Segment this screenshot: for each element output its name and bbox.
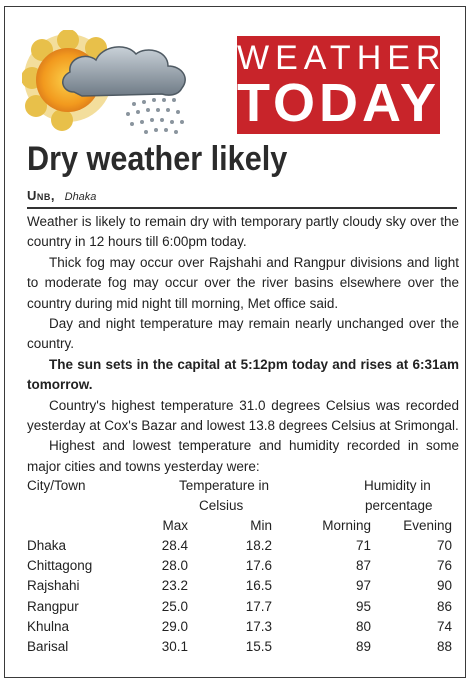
paragraph: Day and night temperature may remain nearly unchanged over the country. [27,316,459,352]
cell-max: 30.1 [161,638,188,654]
header-morning: Morning [322,518,371,533]
rain-drops [126,98,184,134]
cell-evening: 76 [436,558,452,574]
cell-city: Rajshahi [27,578,80,594]
cell-max: 28.0 [161,558,188,574]
table-row [27,536,455,556]
cell-evening: 70 [436,538,452,553]
header-temperature-unit: Celsius [199,498,244,513]
paragraph: Thick fog may occur over Rajshahi and Rangpur divisions and light to moderate fog may occur over the river basins elsewhere over the country during mid night till morning, Met office said. [27,254,459,311]
byline-place: Dhaka [64,191,97,203]
cell-evening: 90 [436,578,452,594]
paragraph: Highest and lowest temperature and humidity recorded in some major cities and towns yesterday were: [27,438,459,474]
header-city: City/Town [27,478,86,493]
cell-morning: 89 [355,638,371,654]
header-min: Min [250,518,272,533]
cell-min: 17.3 [245,618,272,634]
cell-max: 25.0 [161,598,188,614]
table-header-row-2 [27,496,455,516]
cell-city: Rangpur [27,598,79,614]
cell-max: 29.0 [161,618,188,634]
paragraph-sun-times: The sun sets in the capital at 5:12pm today and rises at 6:31am tomorrow. [27,356,459,393]
weather-table [27,476,455,657]
table-row [27,576,455,596]
weather-today-banner [237,36,447,134]
header-humidity-unit: percentage [365,498,433,513]
cell-city: Barisal [27,638,69,654]
cell-morning: 95 [355,598,371,614]
table-row [27,617,455,637]
cell-morning: 80 [355,618,371,634]
cell-min: 18.2 [245,538,272,553]
cell-morning: 97 [355,578,371,594]
article-body [27,212,459,477]
banner-word-today: TODAY [237,73,441,133]
cell-morning: 71 [355,538,371,553]
cell-city: Dhaka [27,538,67,553]
cell-evening: 88 [436,638,452,654]
header-temperature-group: Temperature in [179,478,270,493]
table-row [27,597,455,617]
header-evening: Evening [403,518,452,533]
byline-divider [27,207,457,209]
cell-min: 15.5 [245,638,272,654]
header-humidity-group: Humidity in [364,478,431,493]
cell-min: 16.5 [245,578,272,594]
cell-max: 23.2 [161,578,188,594]
cell-min: 17.6 [245,558,272,574]
cell-evening: 86 [436,598,452,614]
cell-morning: 87 [355,558,371,574]
article-headline: Dry weather likely [27,140,288,178]
cell-min: 17.7 [245,598,272,614]
header-max: Max [162,518,188,533]
paragraph: Weather is likely to remain dry with temporary partly cloudy sky over the country in 12 hours till 6:00pm today. [27,214,459,250]
table-row [27,556,455,576]
table-row [27,637,455,657]
banner-word-weather: WEATHER [237,39,447,77]
cell-max: 28.4 [161,538,188,553]
sun-cloud-rain-icon [22,30,212,140]
byline [27,188,96,203]
table-header-row-3 [27,516,455,536]
table-header-row-1 [27,476,455,496]
cell-city: Chittagong [27,558,93,574]
cell-city: Khulna [27,618,70,634]
cell-evening: 74 [436,618,452,634]
paragraph: Country's highest temperature 31.0 degrees Celsius was recorded yesterday at Cox's Bazar and lowest 13.8 degrees Celsius at Srimongal. [27,397,459,434]
byline-agency: Unb, [27,188,55,203]
